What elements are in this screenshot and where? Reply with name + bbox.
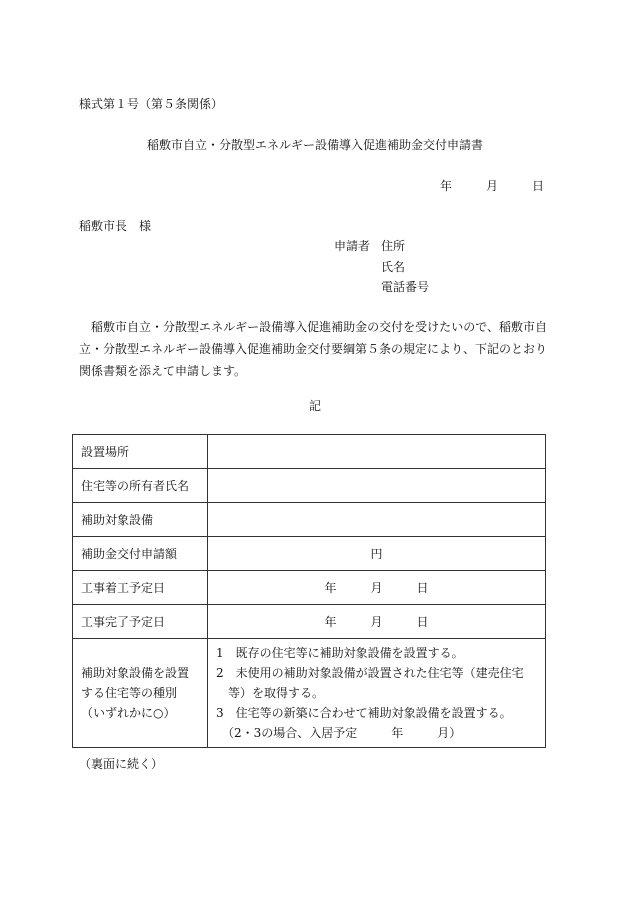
applicant-label: 申請者	[334, 239, 371, 253]
date-year: 年	[440, 179, 453, 193]
housing-type-label-line2: する住宅等の種別	[81, 686, 178, 700]
application-statement: 稲敷市自立・分散型エネルギー設備導入促進補助金の交付を受けたいので、稲敷市自立・分散型エネルギー設備導入促進補助金交付要綱第５条の規定により、下記のとおり関係書類を添えて申請します。	[79, 320, 548, 378]
form-title: 稲敷市自立・分散型エネルギー設備導入促進補助金交付申請書	[146, 138, 483, 152]
move-in-month: 月）	[437, 726, 462, 740]
equipment-label: 補助対象設備	[73, 503, 208, 537]
housing-type-label-line3: （いずれかに○）	[81, 706, 176, 720]
housing-option-2[interactable]: 2 未使用の補助対象設備が設置された住宅等（建売住宅等）を取得する。	[216, 666, 524, 700]
table-row	[73, 435, 546, 469]
amount-field[interactable]	[208, 537, 546, 571]
addressee: 稲敷市長 様	[79, 219, 152, 233]
start-date-field[interactable]	[208, 571, 546, 605]
start-date-label: 工事着工予定日	[73, 571, 208, 605]
move-in-prefix: （2・3の場合、入居予定	[222, 726, 358, 740]
applicant-name-label: 氏名	[381, 260, 406, 274]
amount-label: 補助金交付申請額	[73, 537, 208, 571]
date-line	[440, 178, 544, 194]
start-year: 年	[324, 581, 337, 595]
end-date-field[interactable]	[208, 605, 546, 639]
start-day: 日	[416, 581, 429, 595]
form-number: 様式第１号（第５条関係）	[79, 97, 224, 111]
applicant-address-label: 住所	[381, 239, 406, 253]
table-row	[73, 537, 546, 571]
start-month: 月	[370, 581, 383, 595]
date-month: 月	[486, 179, 499, 193]
location-label: 設置場所	[73, 435, 208, 469]
housing-option-3[interactable]: 3 住宅等の新築に合わせて補助対象設備を設置する。	[216, 706, 512, 720]
table-row	[73, 639, 546, 748]
table-row	[73, 469, 546, 503]
move-in-year: 年	[391, 726, 404, 740]
owner-field[interactable]	[208, 469, 546, 503]
application-details-table	[72, 434, 546, 748]
ki-heading: 記	[308, 399, 321, 413]
housing-type-label-line1: 補助対象設備を設置	[81, 666, 190, 680]
end-year: 年	[324, 615, 337, 629]
location-field[interactable]	[208, 435, 546, 469]
housing-option-1[interactable]: 1 既存の住宅等に補助対象設備を設置する。	[216, 646, 464, 660]
end-day: 日	[416, 615, 429, 629]
housing-type-options	[208, 639, 546, 748]
date-day: 日	[532, 179, 545, 193]
amount-unit: 円	[370, 547, 383, 561]
equipment-field[interactable]	[208, 503, 546, 537]
end-date-label: 工事完了予定日	[73, 605, 208, 639]
table-row	[73, 571, 546, 605]
move-in-schedule[interactable]	[216, 723, 537, 743]
end-month: 月	[370, 615, 383, 629]
continued-note: （裏面に続く）	[79, 757, 164, 771]
table-row	[73, 503, 546, 537]
owner-label: 住宅等の所有者氏名	[73, 469, 208, 503]
applicant-phone-label: 電話番号	[381, 280, 430, 294]
table-row	[73, 605, 546, 639]
housing-type-label	[73, 639, 208, 748]
